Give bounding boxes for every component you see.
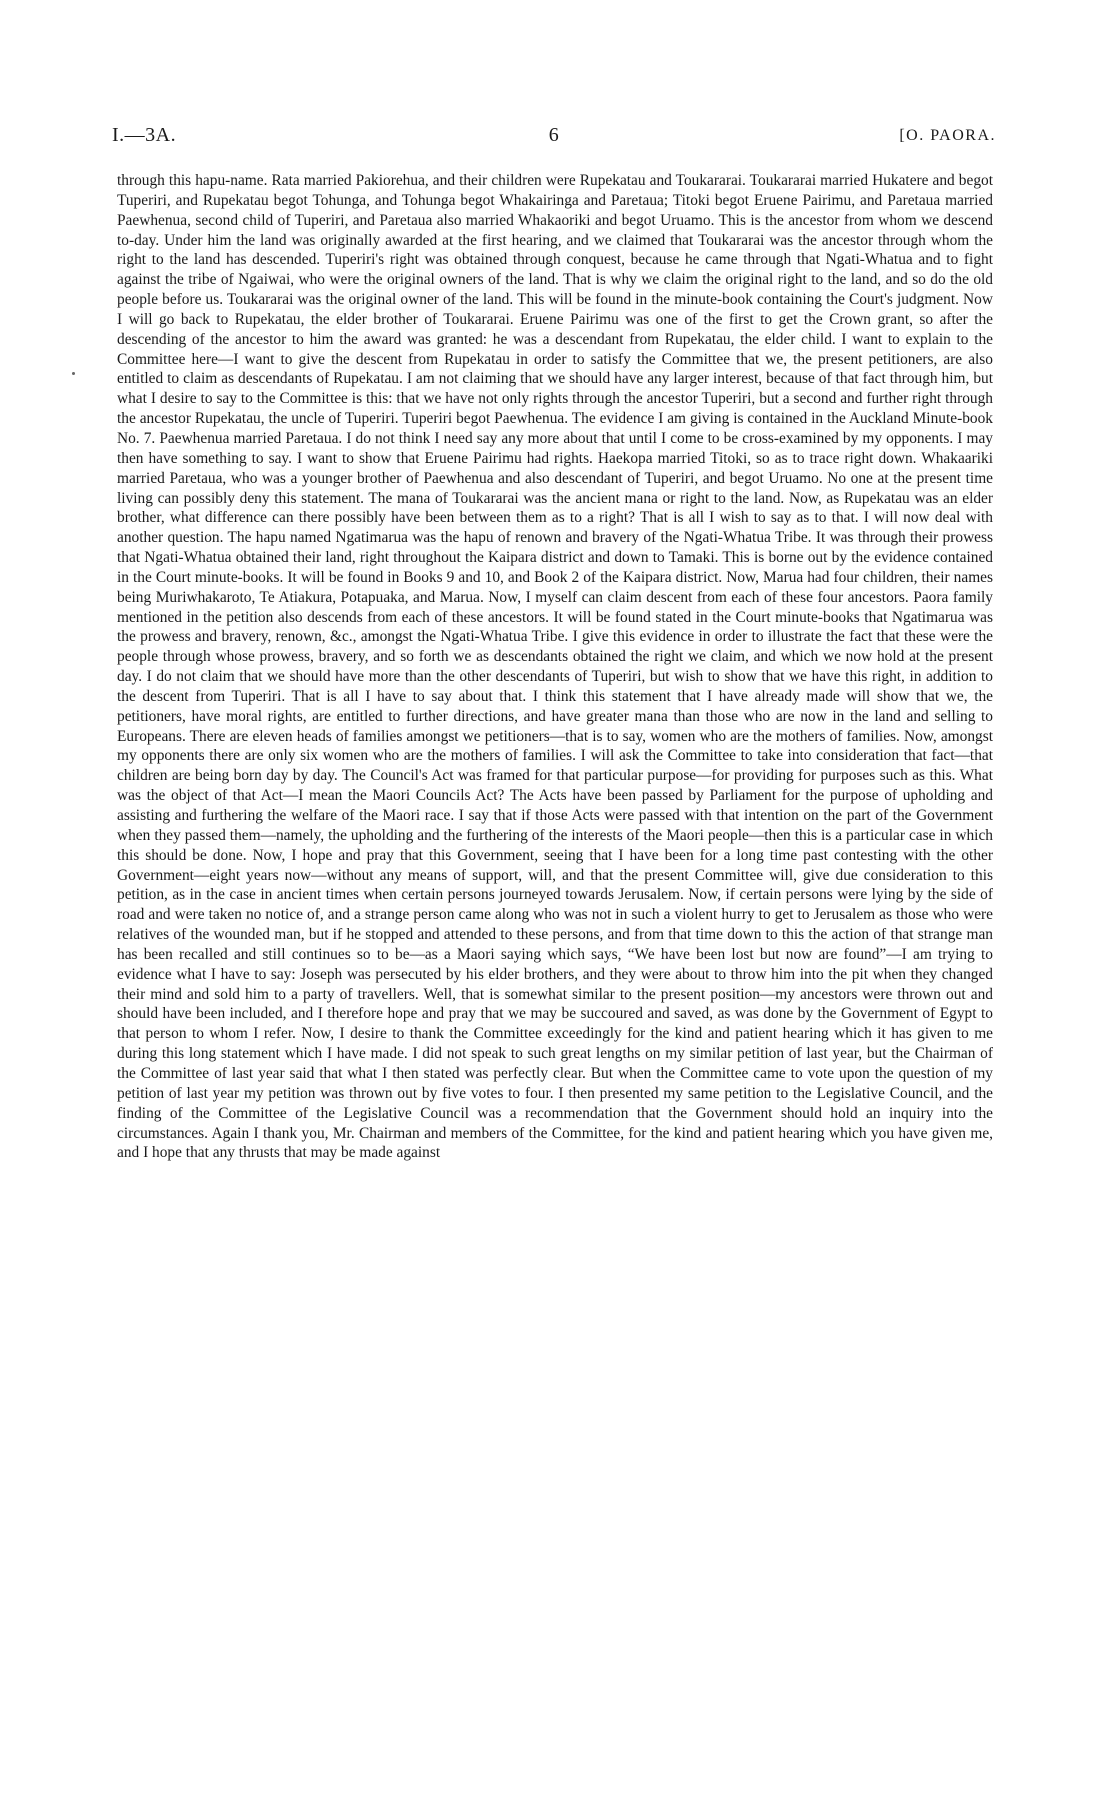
paper-reference: I.—3A.	[112, 124, 177, 146]
body-text	[117, 171, 993, 1163]
speaker-reference: [O. PAORA.	[899, 127, 996, 144]
running-head	[112, 124, 996, 154]
page-number: 6	[548, 124, 560, 146]
margin-mark	[72, 372, 75, 375]
testimony-paragraph: through this hapu-name. Rata married Pakiorehua, and their children were Rupekatau and Toukararai. Toukararai married Hukatere and begot Tuperiri, and Rupekatau begot Tohunga, and Tohunga begot Whakairinga and Paretaua; Titoki begot Eruene Pairimu, and Paretaua married Paewhenua, second child of Tuperiri, and Paretaua also married Whakaoriki and begot Uruamo. This is the ancestor from whom we descend to-day. Under him the land was originally awarded at the first hearing, and we claimed that Toukararai was the ancestor through whom the right to the land has descended. Tuperiri's right was obtained through conquest, because he came through that Ngati-Whatua and to fight against the tribe of Ngaiwai, who were the original owners of the land. That is why we claim the original right to the land, and so do the old people before us. Toukararai was the original owner of the land. This will be found in the minute-book containing the Court's judgment. Now I will go back to Rupekatau, the elder brother of Toukararai. Eruene Pairimu was one of the first to get the Crown grant, so after the descending of the ancestor to him the award was granted: he was a descendant from Rupekatau, the elder child. I want to explain to the Committee here—I want to give the descent from Rupekatau in order to satisfy the Committee that we, the present petitioners, are also entitled to claim as descendants of Rupekatau. I am not claiming that we should have any larger interest, because of that fact through him, but what I desire to say to the Committee is this: that we have not only rights through the ancestor Tuperiri, but a second and further right through the ancestor Rupekatau, the uncle of Tuperiri. Tuperiri begot Paewhenua. The evidence I am giving is contained in the Auckland Minute-book No. 7. Paewhenua married Paretaua. I do not think I need say any more about that until I come to be cross-examined by my opponents. I may then have something to say. I want to show that Eruene Pairimu had rights. Haekopa married Titoki, so as to trace right down. Whakaariki married Paretaua, who was a younger brother of Paewhenua and also descendant of Tuperiri, and begot Uruamo. No one at the present time living can possibly deny this statement. The mana of Toukararai was the ancient mana or right to the land. Now, as Rupekatau was an elder brother, what difference can there possibly have been between them as to a right? That is all I wish to say as to that. I will now deal with another question. The hapu named Ngatimarua was the hapu of renown and bravery of the Ngati-Whatua Tribe. It was through their prowess that Ngati-Whatua obtained their land, right throughout the Kaipara district and down to Tamaki. This is borne out by the evidence contained in the Court minute-books. It will be found in Books 9 and 10, and Book 2 of the Kaipara district. Now, Marua had four children, their names being Muriwhakaroto, Te Atiakura, Potapuaka, and Marua. Now, I myself can claim descent from each of these four ancestors. Paora family mentioned in the petition also descends from each of these ancestors. It will be found stated in the Court minute-books that Ngatimarua was the prowess and bravery, renown, &c., amongst the Ngati-Whatua Tribe. I give this evidence in order to illustrate the fact that these were the people through whose prowess, bravery, and so forth we as descendants obtained the right we claim, and which we now hold at the present day. I do not claim that we should have more than the other descendants of Tuperiri, but wish to show that we have this right, in addition to the descent from Tuperiri. That is all I have to say about that. I think this statement that I have already made will show that we, the petitioners, have moral rights, are entitled to further directions, and have greater mana than those who are now in the land and selling to Europeans. There are eleven heads of families amongst we petitioners—that is to say, women who are the mothers of families. Now, amongst my opponents there are only six women who are the mothers of families. I will ask the Committee to take into consideration that fact—that children are being born day by day. The Council's Act was framed for that particular purpose—for providing for purposes such as this. What was the object of that Act—I mean the Maori Councils Act? The Acts have been passed by Parliament for the purpose of upholding and assisting and furthering the welfare of the Maori race. I say that if those Acts were passed with that intention on the part of the Government when they passed them—namely, the upholding and the furthering of the interests of the Maori people—then this is a particular case in which this should be done. Now, I hope and pray that this Government, seeing that I have been for a long time past contesting with the other Government—eight years now—without any means of support, will, and that the present Committee will, give due consideration to this petition, as in the case in ancient times when certain persons journeyed towards Jerusalem. Now, if certain persons were lying by the side of road and were taken no notice of, and a strange person came along who was not in such a violent hurry to get to Jerusalem as those who were relatives of the wounded man, but if he stopped and attended to these persons, and from that time down to this the action of that strange man has been recalled and still continues so to be—as a Maori saying which says, “We have been lost but now are found”—I am trying to evidence what I have to say: Joseph was persecuted by his elder brothers, and they were about to throw him into the pit when they changed their mind and sold him to a party of travellers. Well, that is somewhat similar to the present position—my ancestors were thrown out and should have been included, and I therefore hope and pray that we may be succoured and saved, as was done by the Government of Egypt to that person to whom I refer. Now, I desire to thank the Committee exceedingly for the kind and patient hearing which it has given to me during this long statement which I have made. I did not speak to such great lengths on my similar petition of last year, but the Chairman of the Committee of last year said that what I then stated was perfectly clear. But when the Committee came to vote upon the question of my petition of last year my petition was thrown out by five votes to four. I then presented my same petition to the Legislative Council, and the finding of the Committee of the Legislative Council was a recommendation that the Government should hold an inquiry into the circumstances. Again I thank you, Mr. Chairman and members of the Committee, for the kind and patient hearing which you have given me, and I hope that any thrusts that may be made against	[117, 172, 993, 1162]
